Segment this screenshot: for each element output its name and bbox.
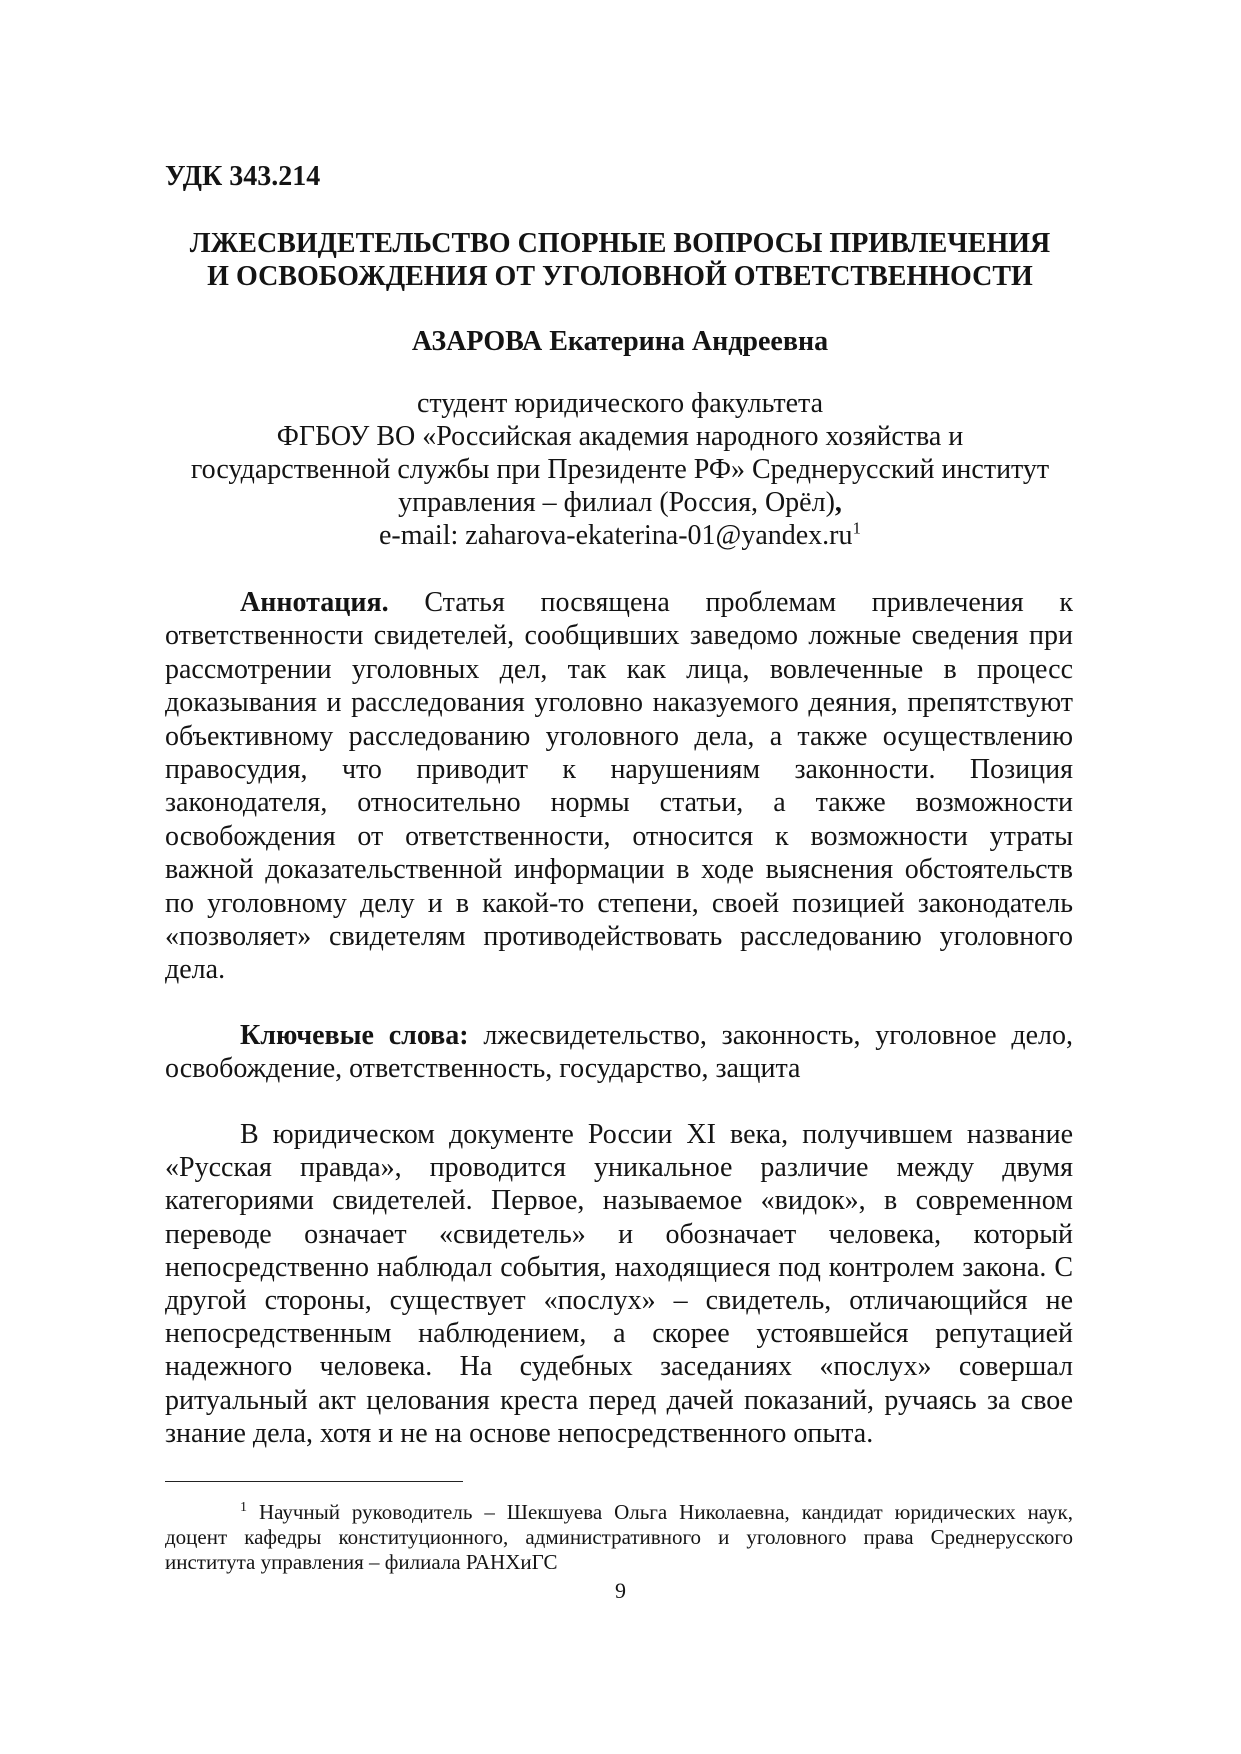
udc-code: УДК 343.214 bbox=[165, 161, 321, 192]
affiliation-line-1: студент юридического факультета bbox=[416, 388, 824, 419]
affiliation-line-4 bbox=[140, 486, 1100, 519]
footnote-mark: 1 bbox=[240, 1500, 247, 1515]
author-affiliation bbox=[140, 387, 1100, 552]
footnote-reference: 1 bbox=[852, 518, 862, 538]
footnote bbox=[165, 1500, 1073, 1575]
footnote-text: Научный руководитель – Шекшуева Ольга Николаевна, кандидат юридических наук, доцент кафедры конституционного, административного и уголовного права Среднерусского института управления – филиала РАНХиГС bbox=[165, 1500, 1074, 1574]
affiliation-comma: , bbox=[834, 487, 842, 518]
page-number: 9 bbox=[615, 1578, 626, 1603]
affiliation-line-3: государственной службы при Президенте РФ» Среднерусский институт bbox=[190, 454, 1050, 485]
abstract bbox=[165, 586, 1073, 987]
author-email: e-mail: zaharova-ekaterina-01@yandex.ru bbox=[378, 520, 853, 551]
body-paragraph: В юридическом документе России XI века, получившем название «Русская правда», проводится уникальное различие между двумя категориями свидетелей. Первое, называемое «видок», в современном переводе означает «свидетель» и обозначает человека, который непосредственно наблюдал события, находящиеся под контролем закона. С другой стороны, существует «послух» – свидетель, отличающийся не непосредственным наблюдением, а скорее устоявшейся репутацией надежного человека. На судебных заседаниях «послух» совершал ритуальный акт целования креста перед дачей показаний, ручаясь за свое знание дела, хотя и не на основе непосредственного опыта. bbox=[165, 1119, 1073, 1449]
author-name: АЗАРОВА Екатерина Андреевна bbox=[411, 326, 829, 357]
abstract-label: Аннотация. bbox=[240, 587, 389, 618]
keywords bbox=[165, 1019, 1073, 1086]
affiliation-line-2: ФГБОУ ВО «Российская академия народного хозяйства и bbox=[276, 421, 964, 452]
title-line-1: ЛЖЕСВИДЕТЕЛЬСТВО СПОРНЫЕ ВОПРОСЫ ПРИВЛЕЧЕНИЯ bbox=[189, 228, 1051, 259]
keywords-label: Ключевые слова: bbox=[240, 1020, 469, 1051]
article-title bbox=[140, 227, 1100, 293]
abstract-text: Статья посвящена проблемам привлечения к ответственности свидетелей, сообщивших заведомо ложные сведения при рассмотрении уголовных дел, так как лица, вовлеченные в процесс доказывания и расследования уголовно наказуемого деяния, препятствуют объективному расследованию уголовного дела, а также осуществлению правосудия, что приводит к нарушениям законности. Позиция законодателя, относительно нормы статьи, а также возможности освобождения от ответственности, относится к возможности утраты важной доказательственной информации в ходе выяснения обстоятельств по уголовному делу и в какой-то степени, своей позицией законодатель «позволяет» свидетелям противодействовать расследованию уголовного дела. bbox=[165, 587, 1074, 986]
keywords-text: лжесвидетельство, законность, уголовное дело, освобождение, ответственность, государство, защита bbox=[165, 1020, 1074, 1085]
footnote-divider bbox=[165, 1481, 463, 1482]
affiliation-line-4-text: управления – филиал (Россия, Орёл) bbox=[398, 487, 835, 518]
title-line-2: И ОСВОБОЖДЕНИЯ ОТ УГОЛОВНОЙ ОТВЕТСТВЕННОСТИ bbox=[207, 261, 1033, 292]
email-line bbox=[140, 519, 1100, 552]
